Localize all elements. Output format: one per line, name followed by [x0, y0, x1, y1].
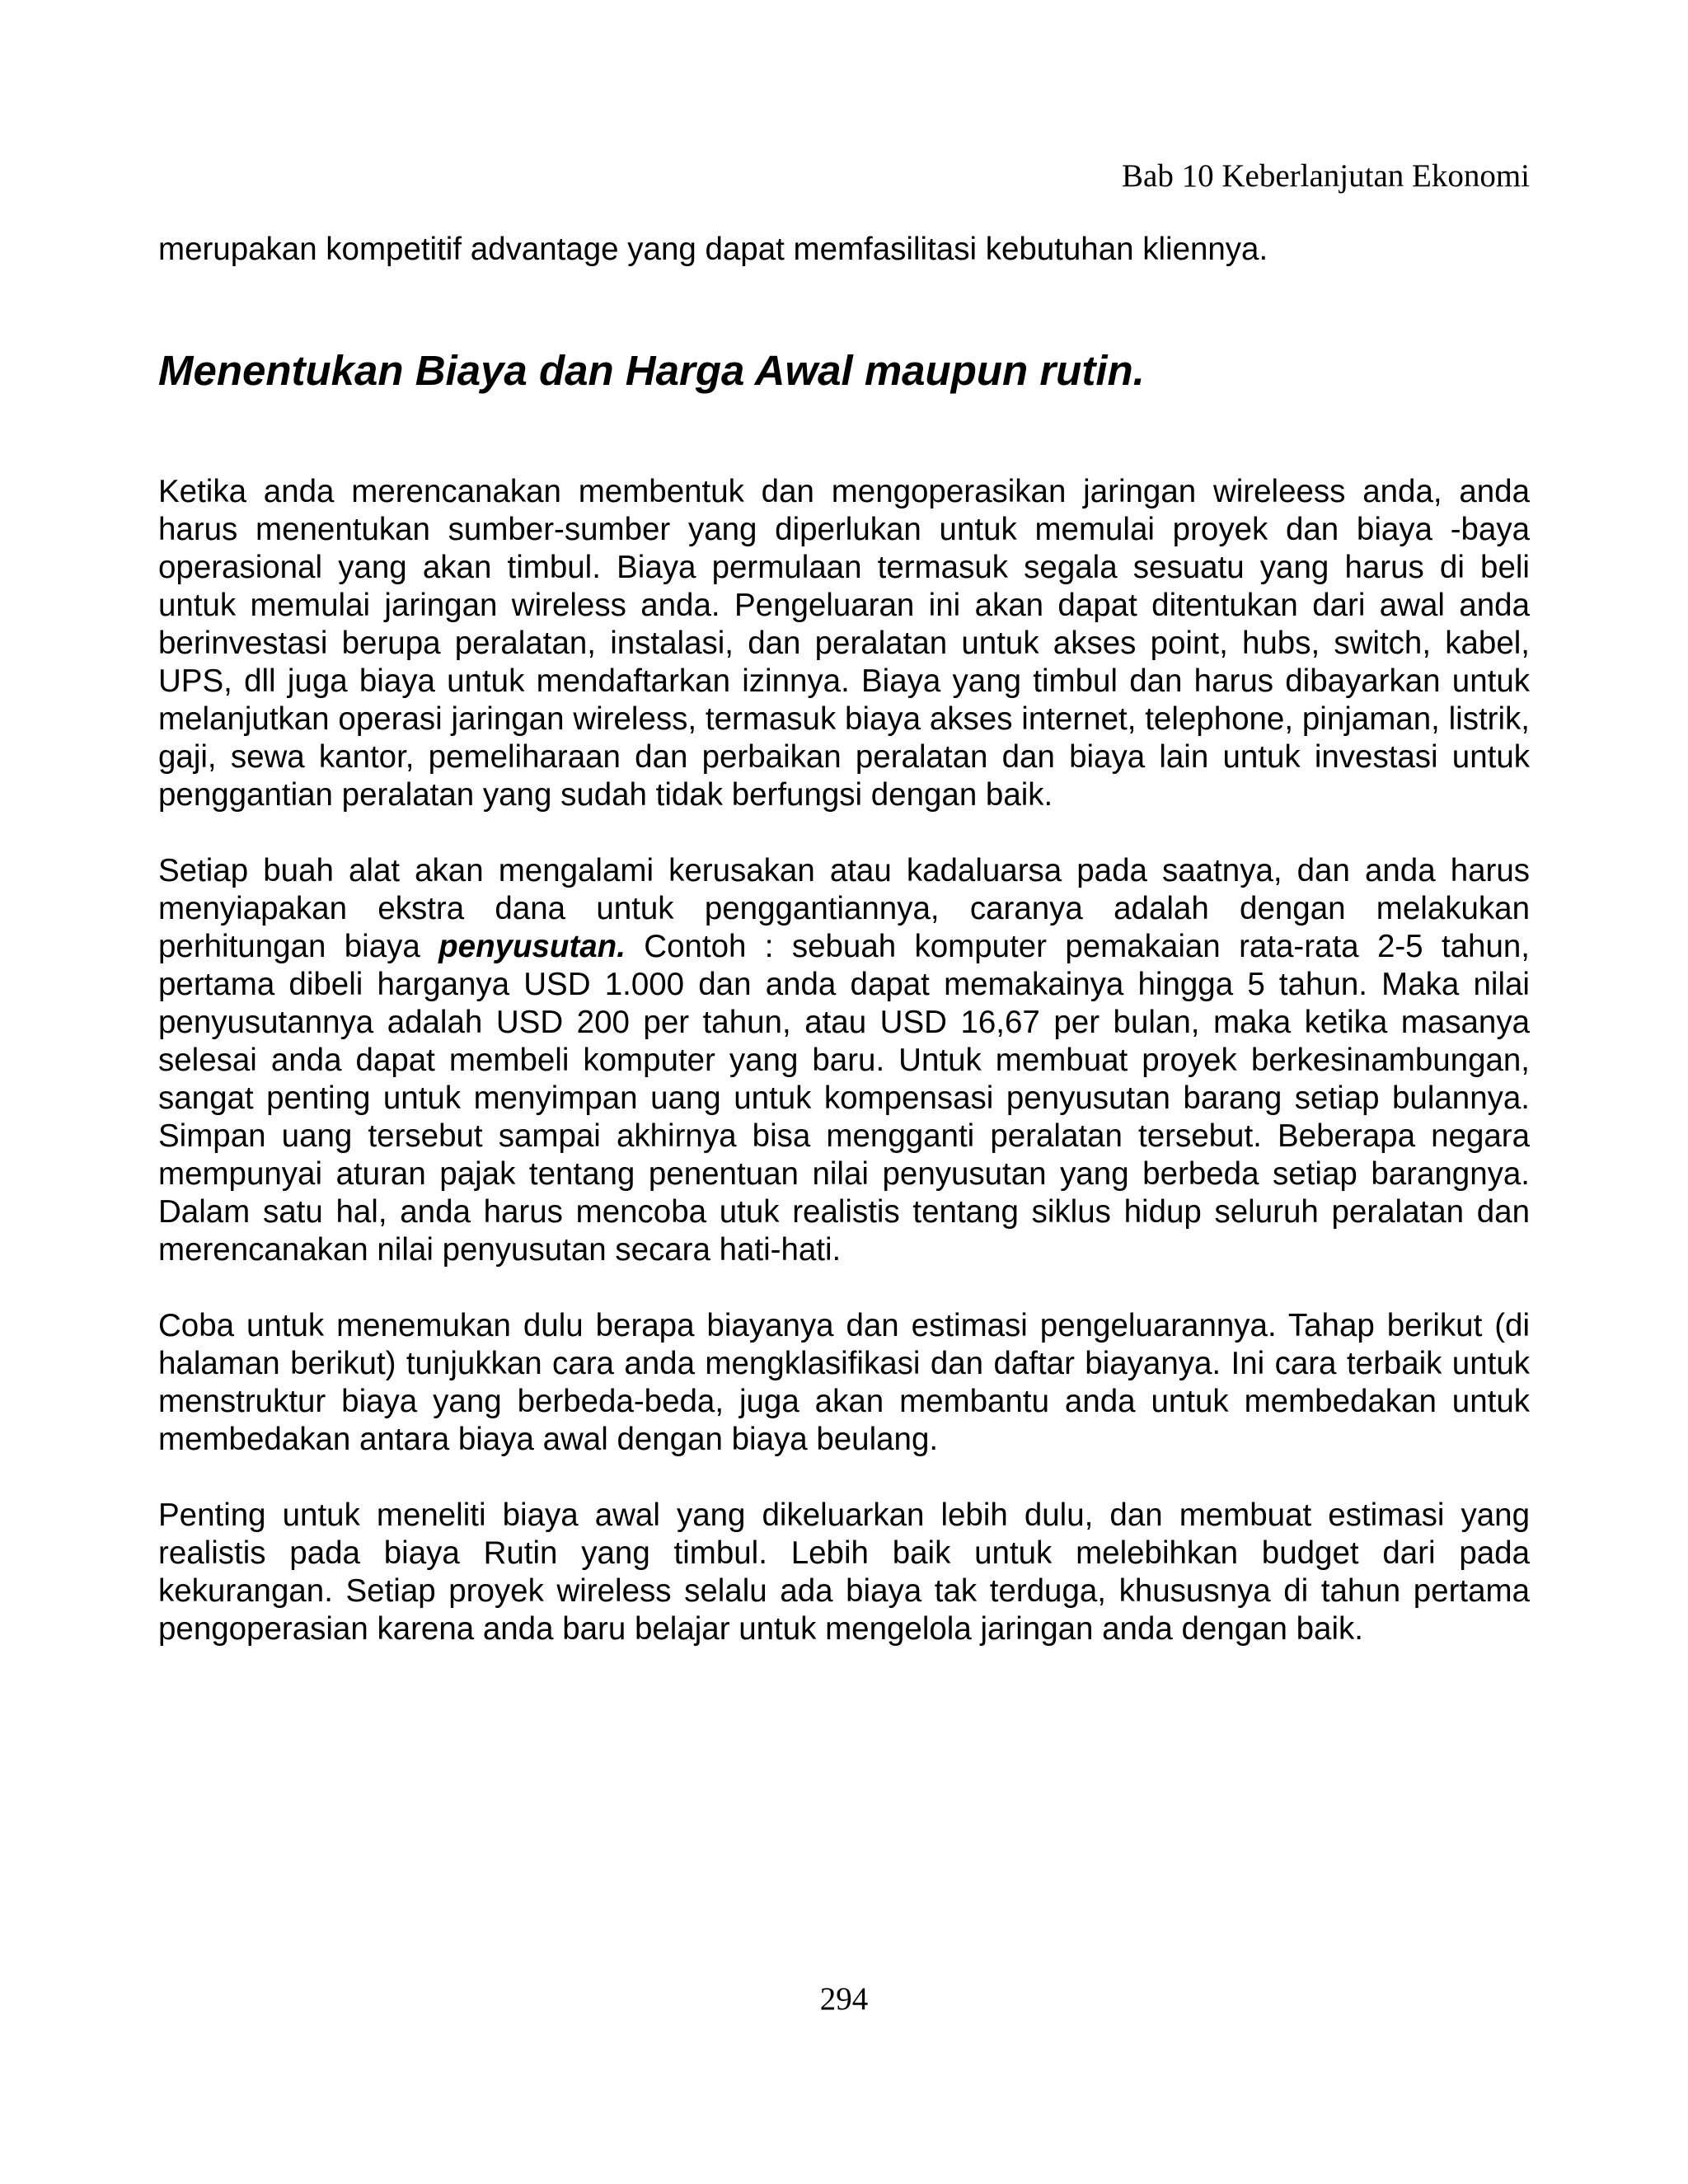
paragraph-depreciation-text-start: Setiap buah alat akan mengalami kerusakan atau kadaluarsa pada saatnya, dan anda harus menyiapakan ekstra dana untuk penggantiannya, caranya adalah dengan melakukan perhitungan biaya [158, 853, 1530, 964]
section-heading: Menentukan Biaya dan Harga Awal maupun rutin. [158, 347, 1145, 394]
page-body [158, 231, 1530, 1647]
running-header: Bab 10 Keberlanjutan Ekonomi [1122, 158, 1530, 194]
paragraph-depreciation [158, 852, 1530, 1269]
paragraph-budgeting: Penting untuk meneliti biaya awal yang dikeluarkan lebih dulu, dan membuat estimasi yang realistis pada biaya Rutin yang timbul. Lebih baik untuk melebihkan budget dari pada kekurangan. Setiap proyek wireless selalu ada biaya tak terduga, khususnya di tahun pertama pengoperasian karena anda baru belajar untuk mengelola jaringan anda dengan baik. [158, 1497, 1530, 1647]
page-number: 294 [819, 1981, 869, 2017]
paragraph-cost-estimation: Coba untuk menemukan dulu berapa biayanya dan estimasi pengeluarannya. Tahap berikut (di halaman berikut) tunjukkan cara anda mengklasifikasi dan daftar biayanya. Ini cara terbaik untuk menstruktur biaya yang berbeda-beda, juga akan membantu anda untuk membedakan untuk membedakan antara biaya awal dengan biaya beulang. [158, 1308, 1530, 1457]
paragraph-startup-costs: Ketika anda merencanakan membentuk dan mengoperasikan jaringan wireleess anda, anda harus menentukan sumber-sumber yang diperlukan untuk memulai proyek dan biaya -baya operasional yang akan timbul. Biaya permulaan termasuk segala sesuatu yang harus di beli untuk memulai jaringan wireless anda. Pengeluaran ini akan dapat ditentukan dari awal anda berinvestasi berupa peralatan, instalasi, dan peralatan untuk akses point, hubs, switch, kabel, UPS, dll juga biaya untuk mendaftarkan izinnya. Biaya yang timbul dan harus dibayarkan untuk melanjutkan operasi jaringan wireless, termasuk biaya akses internet, telephone, pinjaman, listrik, gaji, sewa kantor, pemeliharaan dan perbaikan peralatan dan biaya lain untuk investasi untuk penggantian peralatan yang sudah tidak berfungsi dengan baik. [158, 474, 1530, 813]
depreciation-term: penyusutan. [438, 929, 626, 964]
continued-paragraph-line: merupakan kompetitif advantage yang dapat memfasilitasi kebutuhan kliennya. [158, 232, 1268, 267]
paragraph-depreciation-text-end: Contoh : sebuah komputer pemakaian rata-rata 2-5 tahun, pertama dibeli harganya USD 1.000 dan anda dapat memakainya hingga 5 tahun. Maka nilai penyusutannya adalah USD 200 per tahun, atau USD 16,67 per bulan, maka ketika masanya selesai anda dapat membeli komputer yang baru. Untuk membuat proyek berkesinambungan, sangat penting untuk menyimpan uang untuk kompensasi penyusutan barang setiap bulannya. Simpan uang tersebut sampai akhirnya bisa mengganti peralatan tersebut. Beberapa negara mempunyai aturan pajak tentang penentuan nilai penyusutan yang berbeda setiap barangnya. Dalam satu hal, anda harus mencoba utuk realistis tentang siklus hidup seluruh peralatan dan merencanakan nilai penyusutan secara hati-hati. [158, 929, 1530, 1268]
